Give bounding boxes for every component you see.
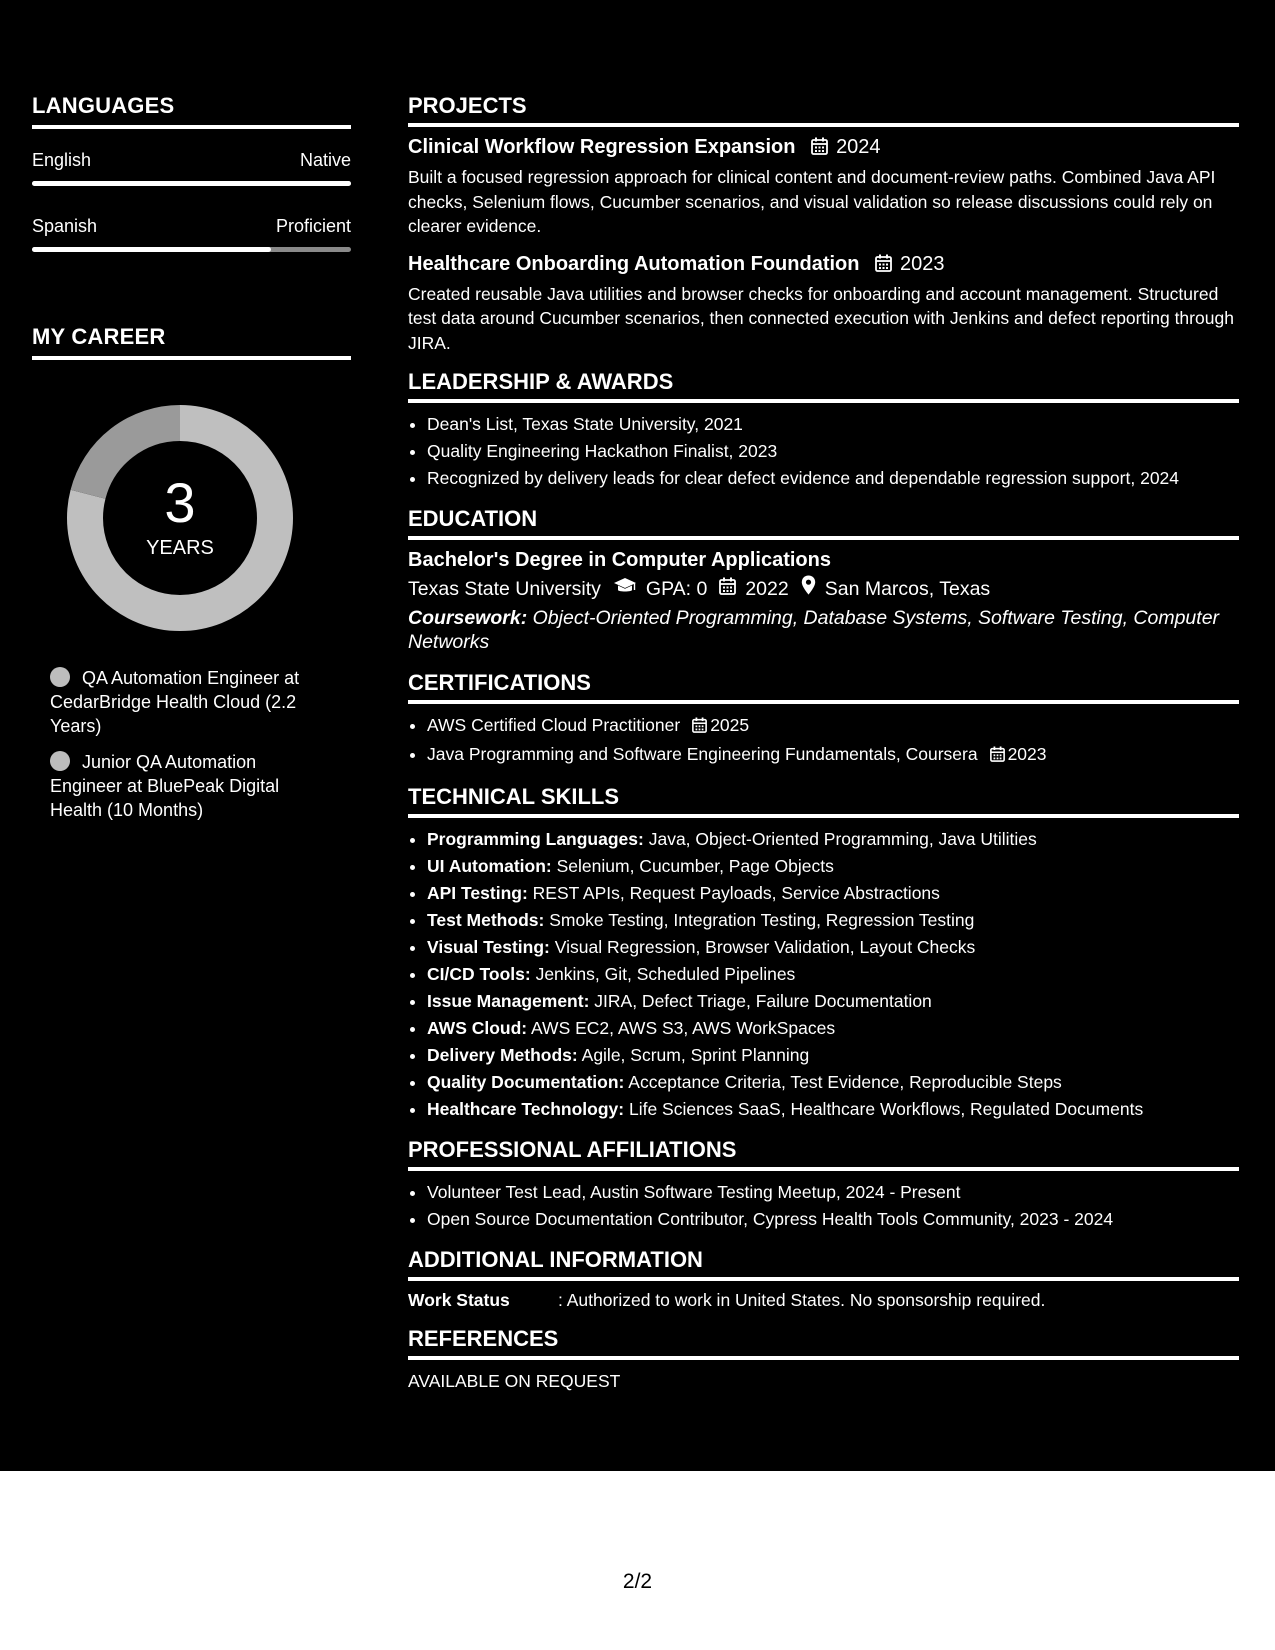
- skill-value: JIRA, Defect Triage, Failure Documentation: [594, 991, 932, 1011]
- skill-value: Selenium, Cucumber, Page Objects: [556, 856, 834, 876]
- education-gpa: GPA: 0: [645, 578, 708, 600]
- list-item: [427, 880, 1239, 907]
- list-item: [427, 1096, 1239, 1123]
- skill-value: Acceptance Criteria, Test Evidence, Reproducible Steps: [628, 1072, 1062, 1092]
- education-degree: Bachelor's Degree in Computer Applications: [408, 549, 831, 571]
- list-item: • Dean's List, Texas State University, 2021: [427, 411, 1239, 438]
- education-details: [408, 574, 1239, 604]
- calendar-icon: [811, 136, 828, 162]
- certifications-list: [408, 712, 1239, 770]
- calendar-icon: [719, 574, 736, 604]
- project-description: Created reusable Java utilities and browser checks for onboarding and account management. Structured test data around Cucumber scenarios, then connected execution with Jenkins and defect reporting through JIRA.: [408, 283, 1234, 353]
- list-item: [427, 712, 1239, 741]
- project-item: [408, 251, 1239, 356]
- skill-label: Quality Documentation:: [427, 1072, 625, 1092]
- language-proficiency-fill: [32, 247, 271, 252]
- list-item: [427, 961, 1239, 988]
- skill-label: Test Methods:: [427, 910, 545, 930]
- skill-value: Life Sciences SaaS, Healthcare Workflows, Regulated Documents: [628, 1099, 1144, 1119]
- graduation-cap-icon: [613, 574, 637, 604]
- references-heading: REFERENCES: [408, 1325, 1239, 1360]
- page-number: 2/2: [622, 1570, 653, 1593]
- project-title: Clinical Workflow Regression Expansion: [408, 136, 796, 158]
- list-item: [427, 934, 1239, 961]
- projects-heading: PROJECTS: [408, 92, 1239, 127]
- career-donut-chart: [67, 405, 293, 631]
- skills-list: [408, 826, 1239, 1123]
- language-proficiency-bar: [32, 247, 351, 252]
- language-name: English: [32, 150, 92, 170]
- certification-name: Java Programming and Software Engineering Fundamentals, Coursera: [427, 744, 978, 764]
- skill-label: Issue Management:: [427, 991, 590, 1011]
- calendar-icon: [990, 743, 1005, 770]
- career-years-value: 3: [164, 471, 196, 534]
- language-proficiency-bar: [32, 181, 351, 186]
- education-location: San Marcos, Texas: [824, 578, 991, 600]
- skill-label: Visual Testing:: [427, 937, 550, 957]
- language-level: Proficient: [275, 216, 351, 236]
- skill-label: API Testing:: [427, 883, 528, 903]
- skill-label: CI/CD Tools:: [427, 964, 531, 984]
- list-item: [427, 907, 1239, 934]
- list-item: • Quality Engineering Hackathon Finalist, 2023: [427, 438, 1239, 465]
- main-column: [408, 92, 1239, 1393]
- list-item: [427, 1015, 1239, 1042]
- list-item: • Volunteer Test Lead, Austin Software Testing Meetup, 2024 - Present: [427, 1179, 1239, 1206]
- awards-heading: LEADERSHIP & AWARDS: [408, 368, 1239, 403]
- list-item: [427, 826, 1239, 853]
- skills-heading: TECHNICAL SKILLS: [408, 783, 1239, 818]
- skill-value: Agile, Scrum, Sprint Planning: [581, 1045, 810, 1065]
- skill-label: Programming Languages:: [427, 829, 644, 849]
- education-year: 2022: [745, 578, 789, 600]
- calendar-icon: [692, 714, 707, 741]
- skill-value: REST APIs, Request Payloads, Service Abstractions: [532, 883, 940, 903]
- education-school: Texas State University: [408, 578, 601, 600]
- affiliations-heading: PROFESSIONAL AFFILIATIONS: [408, 1136, 1239, 1171]
- career-years-unit: YEARS: [146, 537, 214, 559]
- career-job-text: QA Automation Engineer at CedarBridge Health Cloud (2.2 Years): [50, 668, 300, 736]
- work-status-row: [408, 1288, 1239, 1312]
- language-item: [32, 215, 351, 252]
- skill-label: UI Automation:: [427, 856, 552, 876]
- skill-label: Delivery Methods:: [427, 1045, 578, 1065]
- project-description: Built a focused regression approach for clinical content and document-review paths. Combined Java API checks, Selenium flows, Cucumber scenarios, and visual validation so release discussions could rely on clearer evidence.: [408, 167, 1216, 236]
- career-job-item: [50, 666, 315, 738]
- project-item: [408, 134, 1239, 239]
- list-item: • Recognized by delivery leads for clear defect evidence and dependable regression support, 2024: [427, 465, 1239, 492]
- certification-name: AWS Certified Cloud Practitioner: [427, 715, 681, 735]
- references-text: AVAILABLE ON REQUEST: [408, 1371, 621, 1391]
- language-item: [32, 149, 351, 186]
- project-title: Healthcare Onboarding Automation Foundation: [408, 252, 860, 275]
- career-job-text: Junior QA Automation Engineer at BluePeak Digital Health (10 Months): [50, 752, 280, 820]
- list-item: [427, 1042, 1239, 1069]
- list-item: [427, 741, 1239, 770]
- affiliations-list: [408, 1179, 1239, 1233]
- coursework-text: Object-Oriented Programming, Database Systems, Software Testing, Computer Networks: [408, 607, 1220, 653]
- certification-year: 2025: [710, 715, 750, 735]
- calendar-icon: [875, 253, 892, 279]
- education-heading: EDUCATION: [408, 505, 1239, 540]
- skill-value: Jenkins, Git, Scheduled Pipelines: [535, 964, 796, 984]
- skill-value: Java, Object-Oriented Programming, Java Utilities: [648, 829, 1037, 849]
- work-status-value: : Authorized to work in United States. No sponsorship required.: [558, 1290, 1046, 1310]
- bullet-dot-icon: [50, 751, 70, 771]
- location-pin-icon: [801, 574, 816, 604]
- language-level: Native: [299, 150, 351, 170]
- skill-label: AWS Cloud:: [427, 1018, 528, 1038]
- languages-heading: LANGUAGES: [32, 92, 351, 129]
- bullet-dot-icon: [50, 667, 70, 687]
- project-year: 2023: [900, 252, 945, 275]
- list-item: • Open Source Documentation Contributor, Cypress Health Tools Community, 2023 - 2024: [427, 1206, 1239, 1233]
- education-coursework: [408, 606, 1239, 654]
- skill-value: AWS EC2, AWS S3, AWS WorkSpaces: [531, 1018, 836, 1038]
- list-item: [427, 853, 1239, 880]
- language-proficiency-fill: [32, 181, 351, 186]
- project-year: 2024: [836, 136, 881, 158]
- list-item: [427, 988, 1239, 1015]
- sidebar: [32, 92, 351, 834]
- certifications-heading: CERTIFICATIONS: [408, 669, 1239, 704]
- skill-value: Smoke Testing, Integration Testing, Regression Testing: [549, 910, 975, 930]
- list-item: [427, 1069, 1239, 1096]
- additional-info-heading: ADDITIONAL INFORMATION: [408, 1246, 1239, 1281]
- career-job-list: [50, 666, 315, 822]
- career-job-item: [50, 750, 315, 822]
- language-name: Spanish: [32, 216, 98, 236]
- certification-year: 2023: [1007, 744, 1047, 764]
- coursework-label: Coursework:: [408, 607, 528, 629]
- work-status-label: Work Status: [408, 1290, 510, 1310]
- skill-value: Visual Regression, Browser Validation, Layout Checks: [554, 937, 976, 957]
- career-heading: MY CAREER: [32, 323, 351, 360]
- skill-label: Healthcare Technology:: [427, 1099, 625, 1119]
- awards-list: [408, 411, 1239, 492]
